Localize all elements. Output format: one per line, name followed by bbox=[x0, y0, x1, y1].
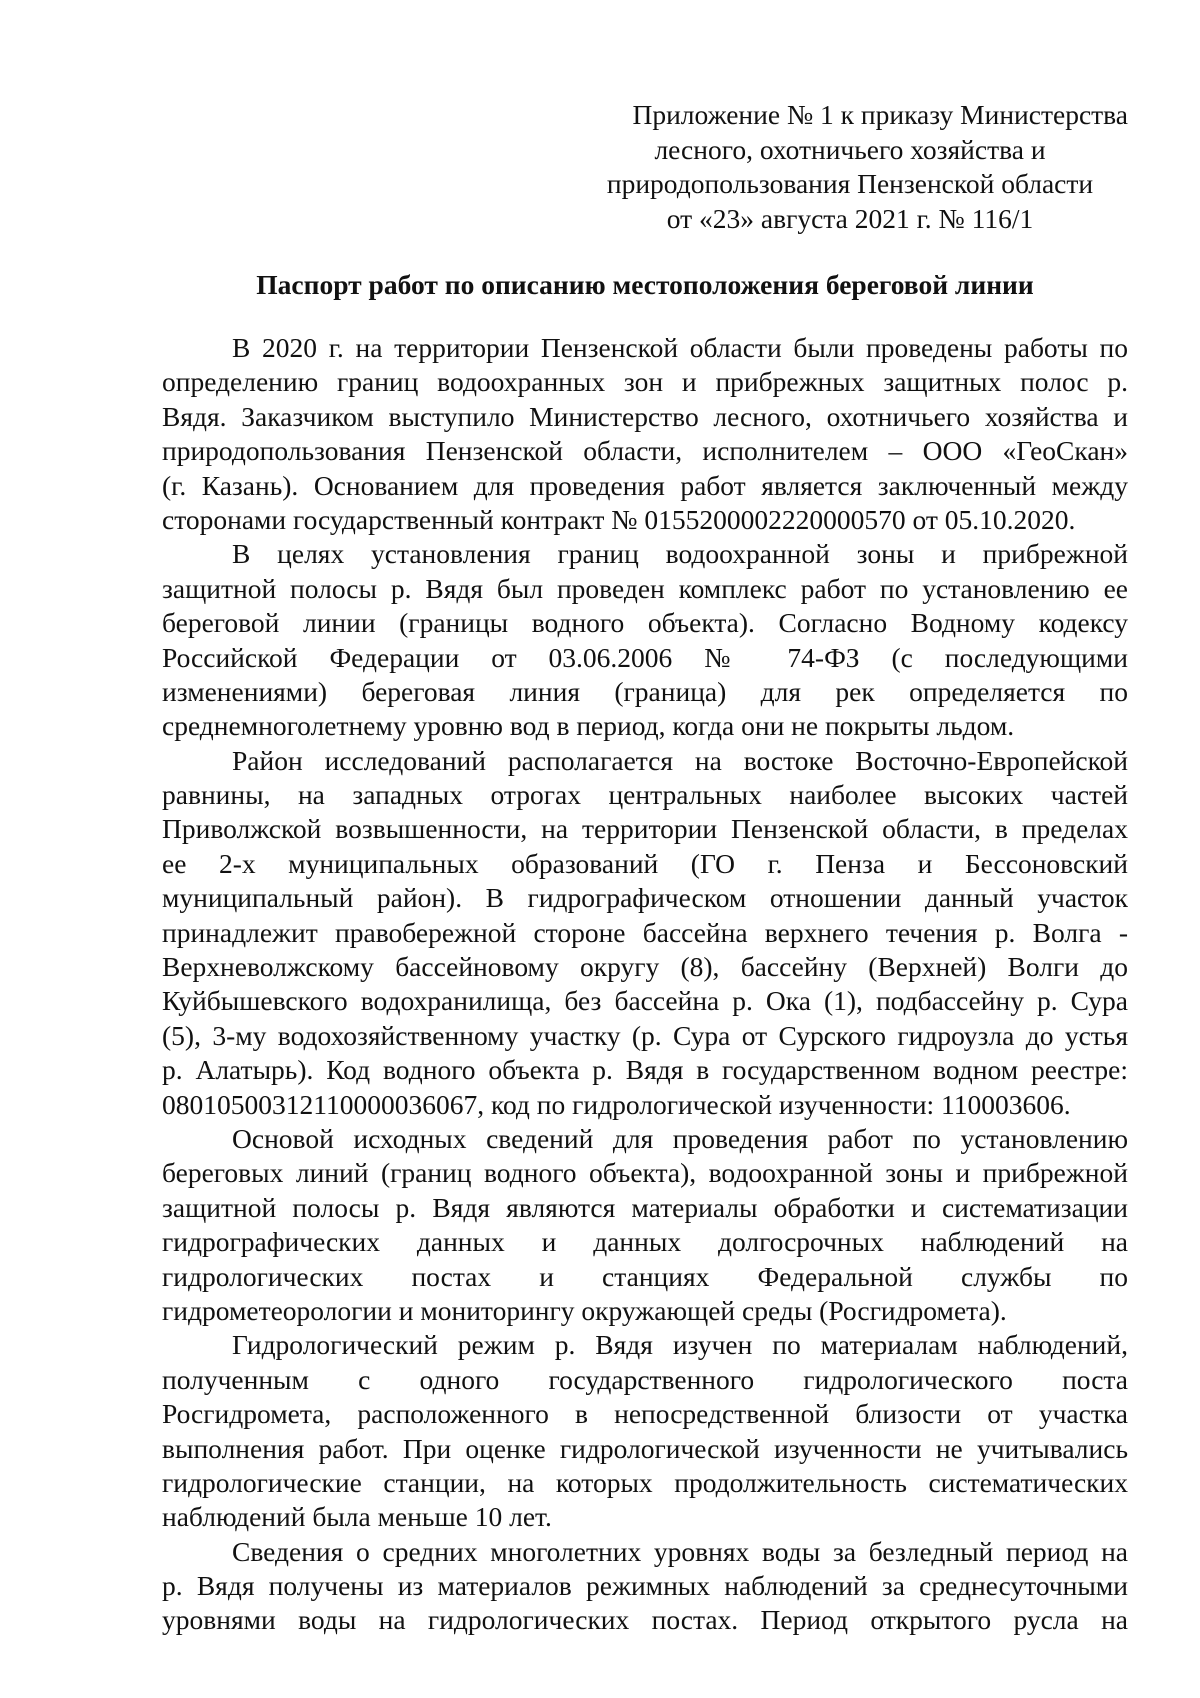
paragraph-line: береговой линии (границы водного объекта). Согласно Водному кодексу bbox=[162, 607, 1128, 639]
paragraph-line: р. Алатырь). Код водного объекта р. Вядя в государственном водном реестре: bbox=[162, 1054, 1128, 1086]
paragraph-line: Основой исходных сведений для проведения работ по установлению bbox=[232, 1122, 1128, 1154]
paragraph-line: береговых линий (границ водного объекта), водоохранной зоны и прибрежной bbox=[162, 1157, 1128, 1189]
paragraph-line: В целях установления границ водоохранной зоны и прибрежной bbox=[232, 538, 1128, 570]
appendix-header-line: природопользования Пензенской области bbox=[606, 168, 1094, 199]
paragraph-line: полученным с одного государственного гидрологического поста bbox=[162, 1363, 1128, 1395]
paragraph-line: выполнения работ. При оценке гидрологической изученности не учитывались bbox=[162, 1432, 1128, 1464]
paragraph-line: (5), 3-му водохозяйственному участку (р. Сура от Сурского гидроузла до устья bbox=[162, 1019, 1128, 1051]
document-title: Паспорт работ по описанию местоположения береговой линии bbox=[256, 269, 1034, 300]
paragraph-line: Росгидромета, расположенного в непосредственной близости от участка bbox=[162, 1398, 1128, 1430]
paragraph-line: уровнями воды на гидрологических постах. Период открытого русла на bbox=[162, 1604, 1128, 1636]
paragraph-line: изменениями) береговая линия (граница) для рек определяется по bbox=[162, 675, 1128, 707]
paragraph-line: ее 2-х муниципальных образований (ГО г. Пенза и Бессоновский bbox=[162, 847, 1128, 879]
paragraph bbox=[162, 537, 1128, 743]
paragraph-line: муниципальный район). В гидрографическом отношении данный участок bbox=[162, 882, 1128, 914]
paragraph-line: наблюдений была меньше 10 лет. bbox=[162, 1501, 552, 1533]
paragraph-line: сторонами государственный контракт № 0155200002220000570 от 05.10.2020. bbox=[162, 503, 1076, 535]
appendix-header-line: Приложение № 1 к приказу Министерства bbox=[632, 99, 1128, 130]
paragraph bbox=[162, 744, 1128, 1122]
paragraph-line: (г. Казань). Основанием для проведения работ является заключенный между bbox=[162, 469, 1128, 501]
paragraph bbox=[162, 1328, 1128, 1534]
paragraph bbox=[162, 331, 1128, 537]
paragraph bbox=[162, 1535, 1128, 1638]
appendix-header-line: лесного, охотничьего хозяйства и bbox=[654, 133, 1046, 165]
paragraph-line: гидрологических постах и станциях Федеральной службы по bbox=[162, 1260, 1128, 1292]
paragraph bbox=[162, 1122, 1128, 1328]
paragraph-line: среднемноголетнему уровню вод в период, когда они не покрыты льдом. bbox=[162, 710, 1015, 742]
paragraph-line: защитной полосы р. Вядя был проведен комплекс работ по установлению ее bbox=[162, 572, 1128, 604]
paragraph-line: р. Вядя получены из материалов режимных наблюдений за среднесуточными bbox=[162, 1570, 1128, 1602]
paragraph-line: Приволжской возвышенности, на территории Пензенской области, в пределах bbox=[162, 813, 1128, 845]
paragraph-line: равнины, на западных отрогах центральных наиболее высоких частей bbox=[162, 779, 1128, 811]
paragraph-line: Куйбышевского водохранилища, без бассейна р. Ока (1), подбассейну р. Сура bbox=[162, 985, 1128, 1017]
paragraph-line: гидрологические станции, на которых продолжительность систематических bbox=[162, 1466, 1128, 1498]
paragraph-line: Вядя. Заказчиком выступило Министерство лесного, охотничьего хозяйства и bbox=[162, 400, 1128, 432]
paragraph-line: гидрографических данных и данных долгосрочных наблюдений на bbox=[162, 1226, 1128, 1258]
paragraph-line: Российской Федерации от 03.06.2006 № 74-ФЗ (с последующими bbox=[162, 641, 1128, 673]
paragraph-line: принадлежит правобережной стороне бассейна верхнего течения р. Волга - bbox=[162, 916, 1128, 948]
paragraph-line: гидрометеорологии и мониторингу окружающей среды (Росгидромета). bbox=[162, 1294, 1007, 1326]
document-body bbox=[162, 331, 1128, 1638]
appendix-header bbox=[570, 98, 1130, 236]
appendix-header-line: от «23» августа 2021 г. № 116/1 bbox=[666, 202, 1034, 234]
paragraph-line: Верхневолжскому бассейновому округу (8), бассейну (Верхней) Волги до bbox=[162, 951, 1128, 983]
paragraph-line: В 2020 г. на территории Пензенской области были проведены работы по bbox=[232, 332, 1128, 363]
paragraph-line: Гидрологический режим р. Вядя изучен по материалам наблюдений, bbox=[232, 1329, 1128, 1361]
paragraph-line: защитной полосы р. Вядя являются материалы обработки и систематизации bbox=[162, 1191, 1128, 1223]
paragraph-line: определению границ водоохранных зон и прибрежных защитных полос р. bbox=[162, 366, 1128, 398]
paragraph-line: 08010500312110000036067, код по гидрологической изученности: 110003606. bbox=[162, 1088, 1071, 1120]
paragraph-line: Район исследований располагается на востоке Восточно-Европейской bbox=[232, 744, 1128, 776]
paragraph-line: природопользования Пензенской области, исполнителем – ООО «ГеоСкан» bbox=[162, 435, 1128, 467]
paragraph-line: Сведения о средних многолетних уровнях воды за безледный период на bbox=[232, 1535, 1128, 1567]
